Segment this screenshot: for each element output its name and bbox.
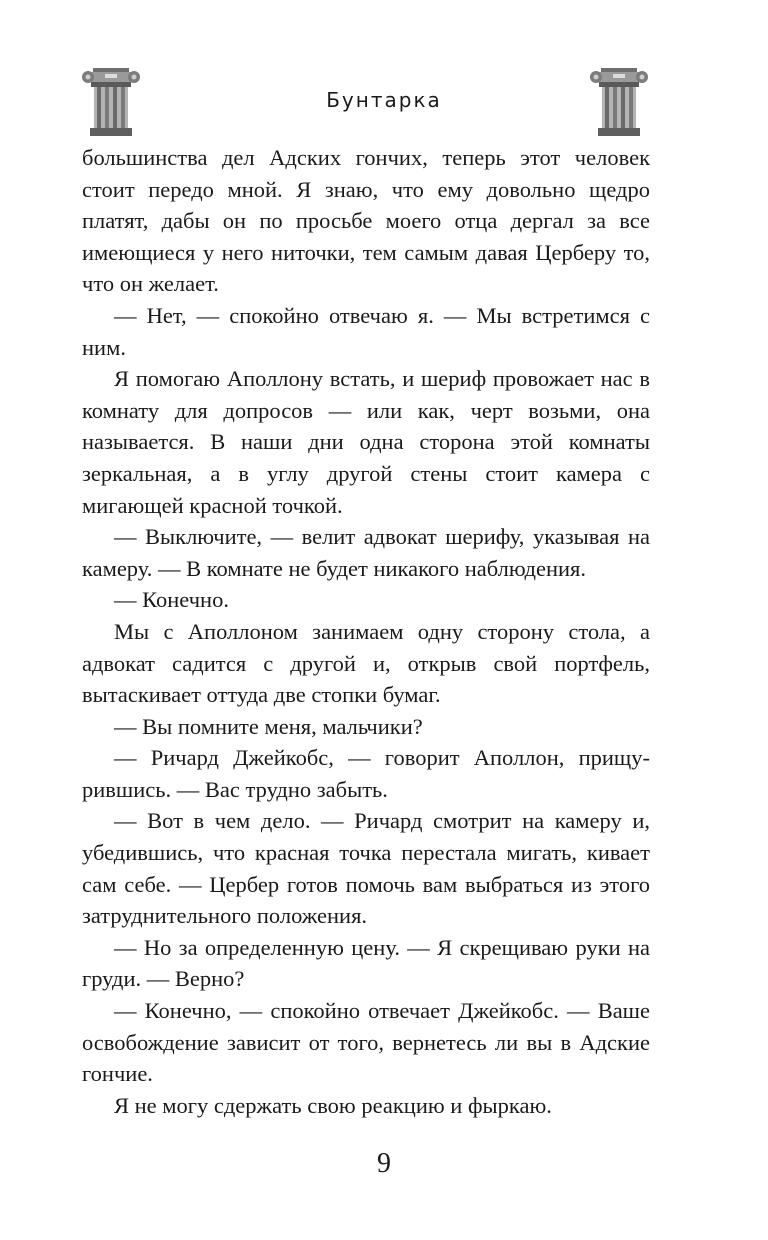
paragraph: — Конечно. xyxy=(114,587,229,613)
paragraph: — Но за определенную цену. — Я скрещиваю руки на груди. — Верно? xyxy=(82,934,650,992)
paragraph: большинства дел Адских гончих, теперь этот человек стоит передо мной. Я знаю, что ему довольно щедро платят, дабы он по просьбе моего отца дергал за все имеющиеся у него ниточки, тем самым давая Церберу то, что он желает. xyxy=(82,145,650,297)
right-column-icon xyxy=(587,68,651,136)
paragraph: Я помогаю Аполлону встать, и шериф провожает нас в комнату для допросов — или как, черт возьми, она называется. В наши дни одна сторона этой комнаты зеркальная, а в углу другой стены стоит камера с мигающей красной точкой. xyxy=(82,366,650,518)
paragraph: — Вот в чем дело. — Ричард смотрит на камеру и, убедившись, что красная точка перестала мигать, кивает сам себе. — Цербер готов помочь вам выбраться из этого затруднительного положения. xyxy=(82,808,650,929)
paragraph: — Выключите, — велит адвокат шерифу, указывая на камеру. — В комнате не будет никакого наблюдения. xyxy=(82,524,650,581)
paragraph: — Конечно, — спокойно отвечает Джейкобс. — Ваше освобождение зависит от того, вернетесь ли вы в Адские гончие. xyxy=(82,998,650,1087)
paragraph: Мы с Аполлоном занимаем одну сторону стола, а адвокат садится с другой и, открыв свой портфель, вытаскивает оттуда две стопки бумаг. xyxy=(82,618,650,708)
paragraph: — Вы помните меня, мальчики? xyxy=(114,713,423,739)
page-body-text xyxy=(82,142,650,1121)
paragraph: — Ричард Джейкобс, — говорит Аполлон, прищурившись. — Вас трудно забыть. xyxy=(82,745,650,802)
paragraph: — Нет, — спокойно отвечаю я. — Мы встретимся с ним. xyxy=(82,302,650,360)
running-title: Бунтарка xyxy=(326,88,442,112)
paragraph: Я не могу сдержать свою реакцию и фыркаю. xyxy=(114,1092,552,1118)
page-number: 9 xyxy=(377,1148,391,1179)
